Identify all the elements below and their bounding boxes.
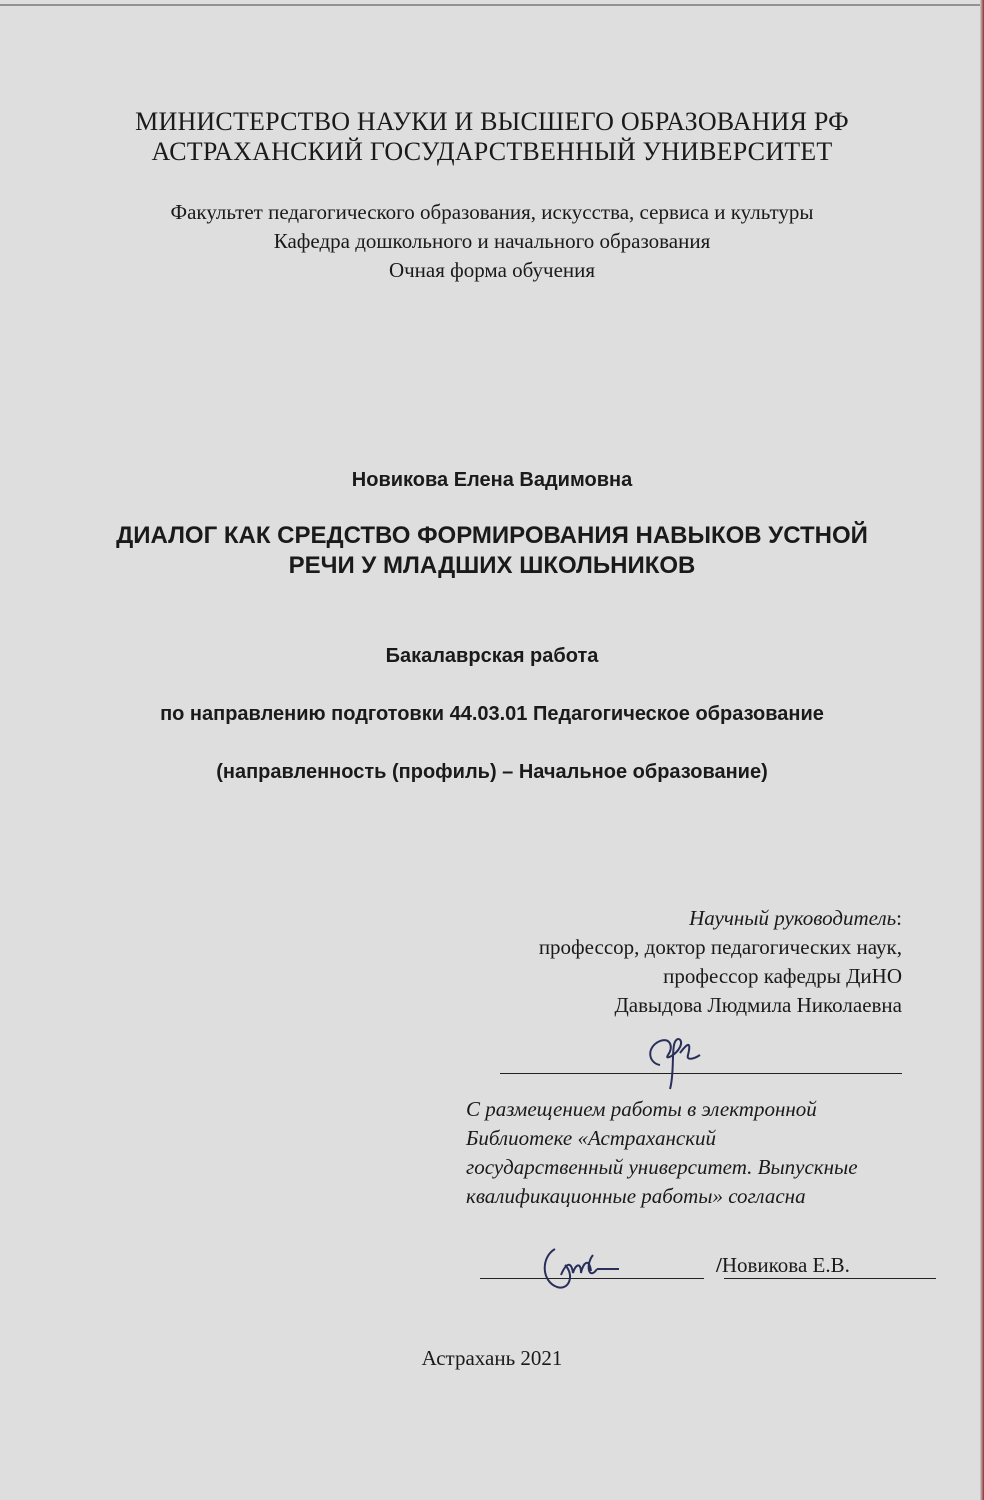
supervisor-signature-icon bbox=[630, 1025, 710, 1095]
consent-line4: квалификационные работы» согласна bbox=[466, 1184, 806, 1208]
direction: по направлению подготовки 44.03.01 Педагогическое образование bbox=[160, 703, 824, 725]
name-slash: / bbox=[716, 1253, 722, 1277]
profile: (направленность (профиль) – Начальное образование) bbox=[216, 761, 768, 783]
page-edge bbox=[980, 0, 984, 1500]
consent-line1: С размещением работы в электронной bbox=[466, 1097, 817, 1121]
supervisor-colon: : bbox=[896, 906, 902, 930]
supervisor-label: Научный руководитель bbox=[689, 906, 897, 930]
student-name-row bbox=[716, 1253, 850, 1278]
top-edge-line bbox=[0, 4, 984, 6]
supervisor-degree: профессор, доктор педагогических наук, bbox=[538, 935, 902, 959]
supervisor-position: профессор кафедры ДиНО bbox=[663, 964, 902, 988]
student-name: Новикова Е.В. bbox=[721, 1253, 850, 1277]
work-type: Бакалаврская работа bbox=[385, 645, 599, 667]
supervisor-name: Давыдова Людмила Николаевна bbox=[614, 993, 902, 1017]
city-year: Астрахань 2021 bbox=[421, 1346, 563, 1370]
author-name: Новикова Елена Вадимовна bbox=[351, 469, 633, 491]
student-name-underline bbox=[724, 1278, 936, 1279]
university-name: АСТРАХАНСКИЙ ГОСУДАРСТВЕННЫЙ УНИВЕРСИТЕТ bbox=[151, 137, 833, 166]
consent-line2: Библиотеке «Астраханский bbox=[466, 1126, 717, 1150]
department-name: Кафедра дошкольного и начального образования bbox=[273, 229, 711, 253]
faculty-name: Факультет педагогического образования, искусства, сервиса и культуры bbox=[170, 200, 814, 224]
ministry-name: МИНИСТЕРСТВО НАУКИ И ВЫСШЕГО ОБРАЗОВАНИЯ РФ bbox=[135, 107, 849, 136]
thesis-title-line1: ДИАЛОГ КАК СРЕДСТВО ФОРМИРОВАНИЯ НАВЫКОВ УСТНОЙ bbox=[116, 522, 868, 549]
student-signature-icon bbox=[535, 1235, 625, 1295]
supervisor-label-row bbox=[689, 906, 902, 931]
thesis-title-line2: РЕЧИ У МЛАДШИХ ШКОЛЬНИКОВ bbox=[288, 552, 696, 579]
consent-line3: государственный университет. Выпускные bbox=[466, 1155, 858, 1179]
study-form: Очная форма обучения bbox=[388, 258, 596, 282]
